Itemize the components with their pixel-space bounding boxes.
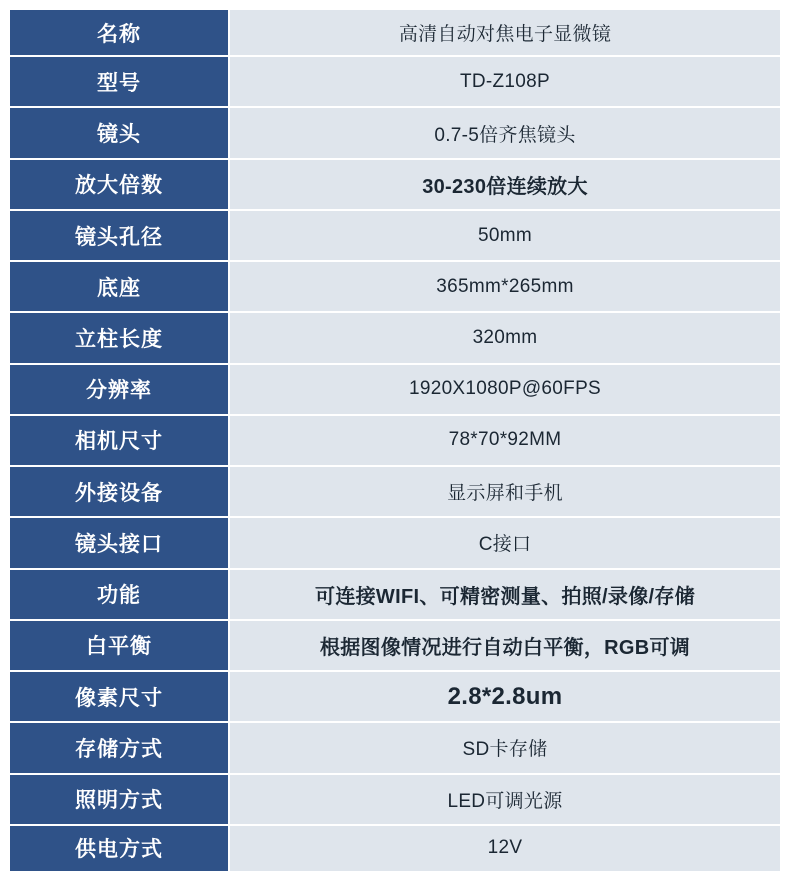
spec-label: 镜头孔径	[5, 210, 229, 261]
spec-value: 2.8*2.8um	[229, 671, 785, 722]
table-row	[5, 107, 785, 158]
spec-label: 照明方式	[5, 774, 229, 825]
spec-value: TD-Z108P	[229, 56, 785, 107]
spec-label: 型号	[5, 56, 229, 107]
spec-label: 镜头	[5, 107, 229, 158]
spec-label: 供电方式	[5, 825, 229, 876]
spec-value: 根据图像情况进行自动白平衡，RGB可调	[229, 620, 785, 671]
spec-label: 立柱长度	[5, 312, 229, 363]
spec-value: LED可调光源	[229, 774, 785, 825]
spec-value: 可连接WIFI、可精密测量、拍照/录像/存储	[229, 569, 785, 620]
table-row	[5, 671, 785, 722]
spec-label: 相机尺寸	[5, 415, 229, 466]
specification-table-body	[5, 5, 785, 876]
spec-value: 1920X1080P@60FPS	[229, 364, 785, 415]
spec-value: 0.7-5倍齐焦镜头	[229, 107, 785, 158]
table-row	[5, 56, 785, 107]
spec-label: 分辨率	[5, 364, 229, 415]
spec-label: 存储方式	[5, 722, 229, 773]
spec-value: 12V	[229, 825, 785, 876]
spec-value: 78*70*92MM	[229, 415, 785, 466]
table-row	[5, 415, 785, 466]
spec-label: 功能	[5, 569, 229, 620]
spec-label: 像素尺寸	[5, 671, 229, 722]
table-row	[5, 774, 785, 825]
spec-label: 放大倍数	[5, 159, 229, 210]
spec-value: 30-230倍连续放大	[229, 159, 785, 210]
table-row	[5, 569, 785, 620]
table-row	[5, 210, 785, 261]
table-row	[5, 620, 785, 671]
spec-label: 外接设备	[5, 466, 229, 517]
table-row	[5, 5, 785, 56]
table-row	[5, 722, 785, 773]
table-row	[5, 159, 785, 210]
table-row	[5, 517, 785, 568]
table-row	[5, 261, 785, 312]
table-row	[5, 825, 785, 876]
spec-label: 白平衡	[5, 620, 229, 671]
spec-value: 50mm	[229, 210, 785, 261]
table-row	[5, 364, 785, 415]
spec-value: 显示屏和手机	[229, 466, 785, 517]
table-row	[5, 312, 785, 363]
spec-value: 320mm	[229, 312, 785, 363]
spec-label: 镜头接口	[5, 517, 229, 568]
spec-value: C接口	[229, 517, 785, 568]
table-row	[5, 466, 785, 517]
spec-label: 底座	[5, 261, 229, 312]
spec-value: 365mm*265mm	[229, 261, 785, 312]
spec-value: 高清自动对焦电子显微镜	[229, 5, 785, 56]
spec-value: SD卡存储	[229, 722, 785, 773]
spec-label: 名称	[5, 5, 229, 56]
